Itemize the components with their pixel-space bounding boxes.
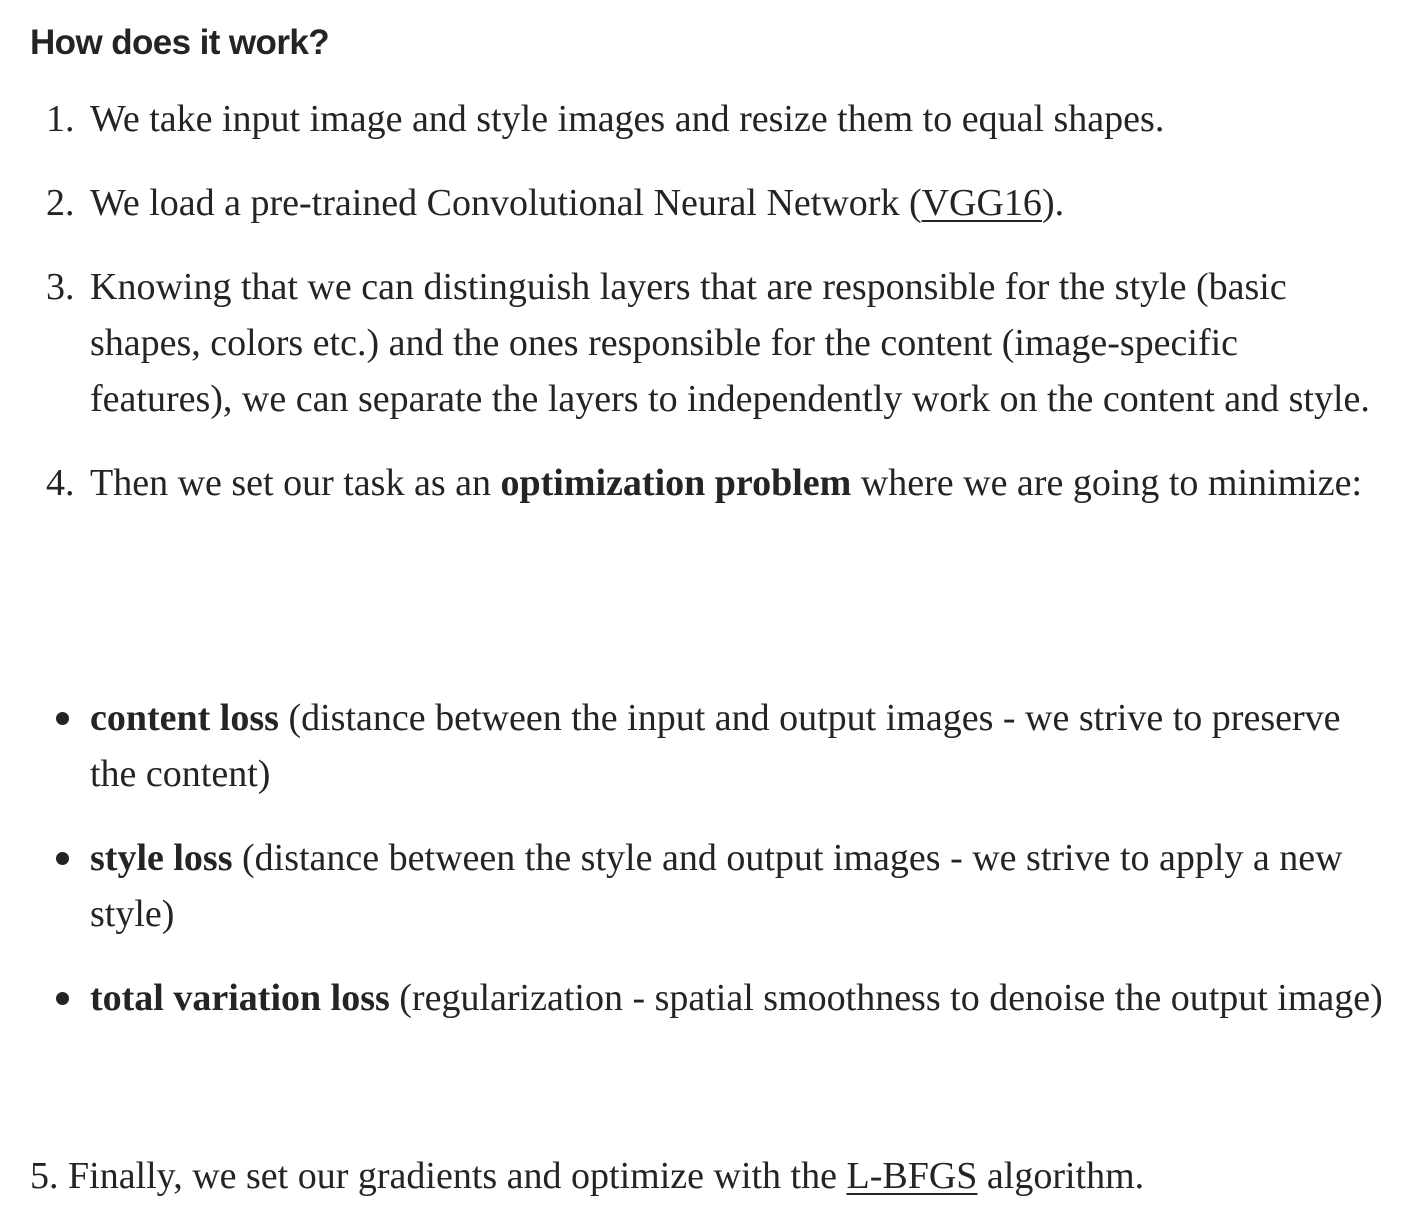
step-text-before: We load a pre-trained Convolutional Neural Network ( (90, 182, 922, 224)
optimization-problem-term: optimization problem (500, 462, 852, 504)
loss-term: style loss (90, 837, 233, 879)
section-heading: How does it work? (30, 23, 329, 62)
lbfgs-link[interactable]: L-BFGS (846, 1155, 978, 1197)
loss-description: (regularization - spatial smoothness to denoise the output image) (389, 977, 1383, 1019)
step-text: We take input image and style images and resize them to equal shapes. (90, 98, 1165, 140)
step-number: 3. (46, 266, 75, 308)
step-number: 4. (46, 462, 75, 504)
list-item (0, 455, 1418, 511)
loss-term: total variation loss (90, 977, 390, 1019)
list-item (0, 175, 1418, 231)
list-item (0, 690, 1418, 802)
vgg16-link[interactable]: VGG16 (921, 182, 1042, 224)
bullet-icon (56, 712, 69, 725)
step-text-before: Then we set our task as an (90, 462, 501, 504)
step-text-after: where we are going to minimize: (851, 462, 1363, 504)
final-step-text-after: algorithm. (977, 1155, 1145, 1197)
final-step-paragraph (30, 1148, 1144, 1204)
steps-list (0, 91, 1418, 539)
step-text-after: ). (1041, 182, 1065, 224)
loss-list (0, 690, 1418, 1054)
list-item (0, 970, 1418, 1026)
loss-term: content loss (90, 697, 279, 739)
list-item (0, 259, 1418, 427)
step-text: Knowing that we can distinguish layers that are responsible for the style (basic shapes, colors etc.) and the ones responsible for the content (image-specific features), we can separate the layers to independently work on the content and style. (90, 266, 1370, 420)
loss-description: (distance between the style and output images - we strive to apply a new style) (90, 837, 1343, 935)
loss-description: (distance between the input and output images - we strive to preserve the content) (90, 697, 1341, 795)
step-number: 1. (46, 98, 75, 140)
list-item (0, 830, 1418, 942)
bullet-icon (56, 852, 69, 865)
step-number: 2. (46, 182, 75, 224)
final-step-text-before: 5. Finally, we set our gradients and optimize with the (30, 1155, 847, 1197)
bullet-icon (56, 992, 69, 1005)
list-item (0, 91, 1418, 147)
